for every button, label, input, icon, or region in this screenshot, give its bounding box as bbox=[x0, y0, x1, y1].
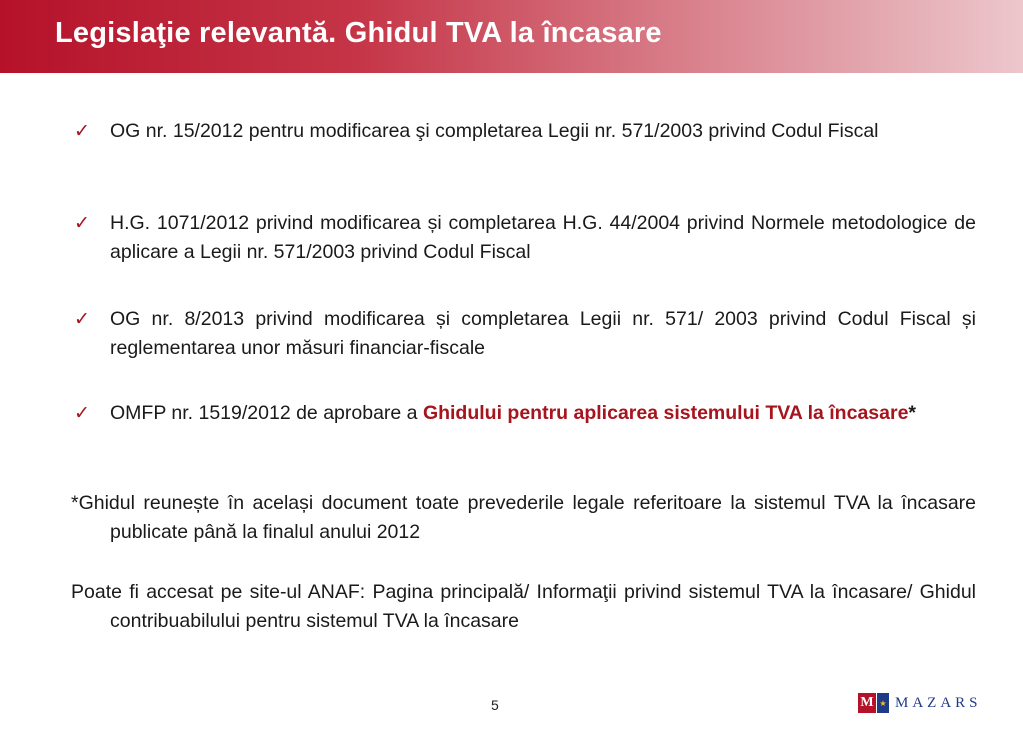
title-bar bbox=[0, 0, 1023, 73]
bullet-omfp-1519-2012 bbox=[110, 399, 976, 428]
logo-wordmark: MAZARS bbox=[895, 694, 982, 711]
access-note: Poate fi accesat pe site-ul ANAF: Pagina principală/ Informaţii privind sistemul TVA la încasare/ Ghidul contribuabilului pentru sistemul TVA la încasare bbox=[71, 581, 976, 632]
bullet-og-8-2013: OG nr. 8/2013 privind modificarea și completarea Legii nr. 571/ 2003 privind Codul Fiscal și reglementarea unor măsuri financiar-fiscale bbox=[110, 308, 976, 359]
footnote-marker: * bbox=[908, 402, 917, 424]
checkmark-icon: ✓ bbox=[74, 213, 90, 234]
slide-title: Legislaţie relevantă. Ghidul TVA la încasare bbox=[55, 17, 662, 49]
footnote-guide: *Ghidul reunește în același document toate prevederile legale referitoare la sistemul TVA la încasare publicate până la finalul anului 2012 bbox=[71, 492, 976, 543]
eu-stars-icon: ★ bbox=[877, 693, 889, 713]
logo-mark: M bbox=[858, 693, 876, 713]
bullet-hg-1071-2012: H.G. 1071/2012 privind modificarea și completarea H.G. 44/2004 privind Normele metodologice de aplicare a Legii nr. 571/2003 privind Codul Fiscal bbox=[110, 212, 976, 263]
bullet-og-15-2012: OG nr. 15/2012 pentru modificarea şi completarea Legii nr. 571/2003 privind Codul Fiscal bbox=[110, 120, 879, 142]
checkmark-icon: ✓ bbox=[74, 309, 90, 330]
page-number: 5 bbox=[491, 697, 499, 713]
checkmark-icon: ✓ bbox=[74, 121, 90, 142]
mazars-logo bbox=[858, 692, 982, 714]
guide-link-text: Ghidului pentru aplicarea sistemului TVA la încasare bbox=[422, 402, 909, 424]
bullet-text: OMFP nr. 1519/2012 de aprobare a bbox=[110, 402, 423, 424]
checkmark-icon: ✓ bbox=[74, 403, 90, 424]
